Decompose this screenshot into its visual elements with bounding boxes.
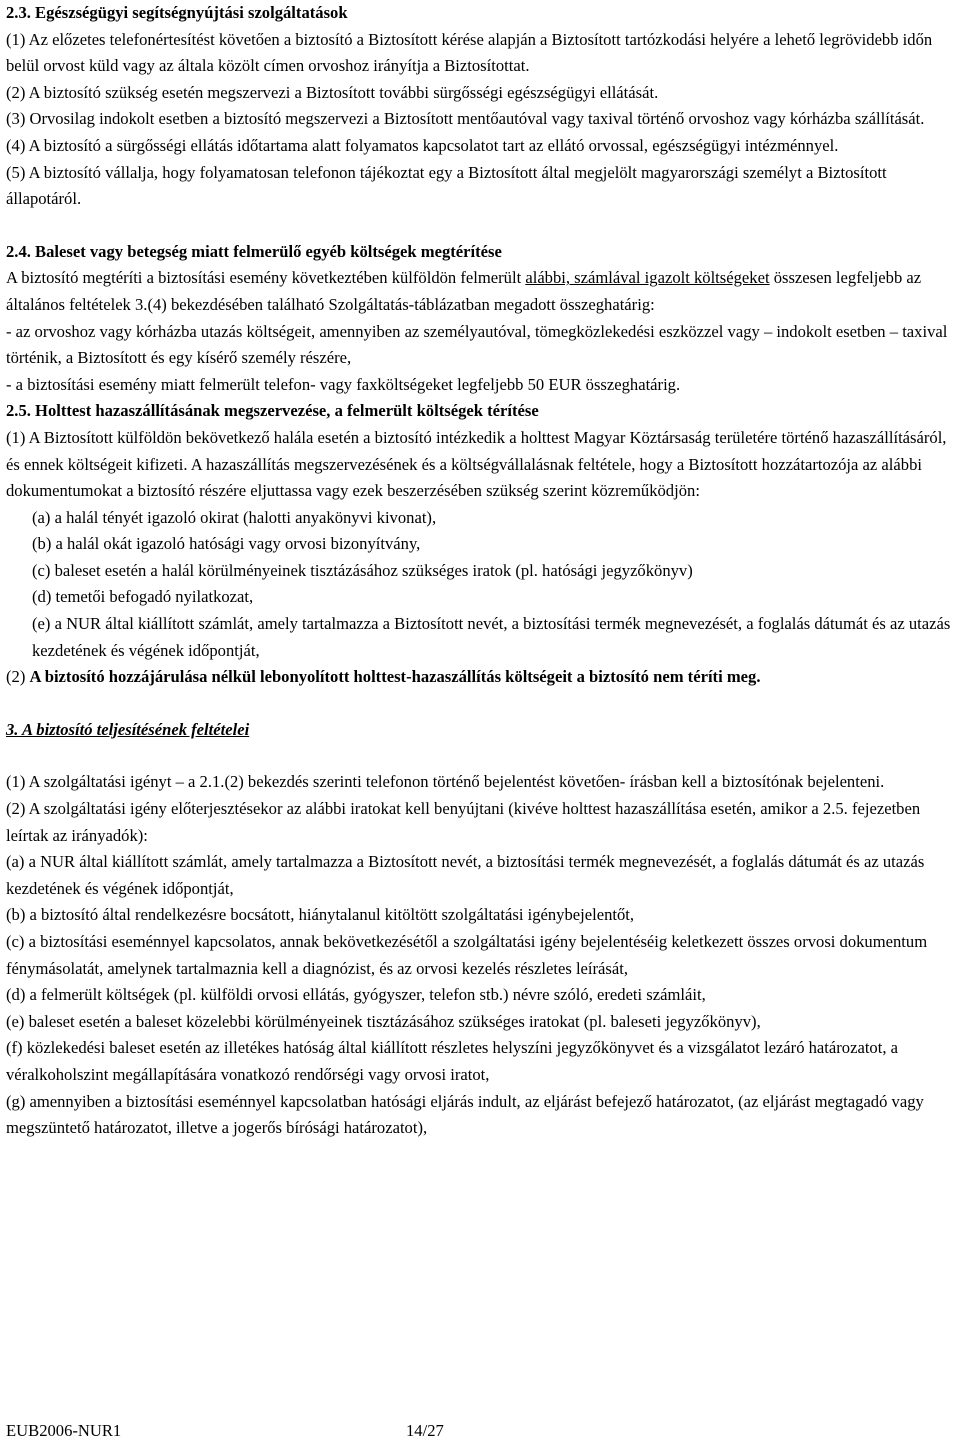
footer-document-id: EUB2006-NUR1: [6, 1421, 122, 1440]
section-3-title-text: 3. A biztosító teljesítésének feltételei: [6, 719, 250, 739]
section-2-3-paragraph-1: (1) Az előzetes telefonértesítést követően a biztosító a Biztosított kérése alapján a Biztosított tartózkodási helyére a lehető legrövidebb időn belül orvost küld vagy az általa közölt címen orvoshoz irányítja a Biztosítottat.: [6, 29, 933, 76]
list-item: (e) a NUR által kiállított számlát, amely tartalmazza a Biztosított nevét, a biztosítási termék megnevezését, a foglalás dátumát és az utazás kezdetének és végének időpontját,: [32, 614, 951, 660]
section-2-4-item-2: - a biztosítási esemény miatt felmerült telefon- vagy faxköltségeket legfeljebb 50 EUR összeghatárig.: [6, 374, 681, 394]
list-item: (a) a halál tényét igazoló okirat (halotti anyakönyvi kivonat),: [32, 507, 437, 527]
section-2-5-paragraph-2: [6, 664, 958, 691]
intro-text-b: összesen legfeljebb az általános feltételek 3.(4) bekezdésében található Szolgáltatás-táblázatban megadott összeghatárig:: [6, 268, 922, 314]
section-3-paragraph-2: (2) A szolgáltatási igény előterjesztésekor az alábbi iratokat kell benyújtani (kivéve holttest hazaszállítása esetén, amikor a 2.5. fejezetben leírtak az irányadók):: [6, 799, 921, 845]
paragraph-prefix: (2): [6, 667, 30, 687]
list-item: (g) amennyiben a biztosítási eseménnyel kapcsolatban hatósági eljárás indult, az eljárást befejező határozatot, (az eljárást megtagadó vagy megszüntető határozatot, illetve a jogerős bírósági határozatot),: [6, 1091, 924, 1138]
section-2-3-title: 2.3. Egészségügyi segítségnyújtási szolgáltatások: [6, 3, 348, 22]
page-footer: [6, 1420, 444, 1442]
list-item: (c) baleset esetén a halál körülményeinek tisztázásához szükséges iratok (pl. hatósági jegyzőkönyv): [32, 560, 693, 580]
document-page: [6, 0, 958, 1142]
list-item: (b) a biztosító által rendelkezésre bocsátott, hiánytalanul kitöltött szolgáltatási igénybejelentőt,: [6, 905, 635, 925]
section-3-paragraph-1: (1) A szolgáltatási igényt – a 2.1.(2) bekezdés szerinti telefonon történő bejelentést követően- írásban kell a biztosítónak bejelenteni.: [6, 772, 885, 792]
section-3-title: [6, 717, 958, 744]
section-2-4-item-1: - az orvoshoz vagy kórházba utazás költségeit, amennyiben az személyautóval, tömegközlekedési eszközzel vagy – indokolt esetben – taxival történik, a Biztosított és egy kísérő személy részére,: [6, 321, 948, 368]
spacer: [6, 691, 958, 717]
section-2-5-title: 2.5. Holttest hazaszállításának megszervezése, a felmerült költségek térítése: [6, 401, 539, 421]
list-item: (a) a NUR által kiállított számlát, amely tartalmazza a Biztosított nevét, a biztosítási termék megnevezését, a foglalás dátumát és az utazás kezdetének és végének időpontját,: [6, 852, 925, 898]
list-item: (f) közlekedési baleset esetén az illetékes hatóság által kiállított részletes helyszíni jegyzőkönyvet és a vizsgálatot lezáró határozatot, a véralkoholszint megállapítására vonatkozó rendőrségi vagy orvosi iratot,: [6, 1038, 899, 1084]
list-item: (e) baleset esetén a baleset közelebbi körülményeinek tisztázásához szükséges iratokat (pl. baleseti jegyzőkönyv),: [6, 1011, 761, 1031]
section-2-4-intro: [6, 265, 958, 318]
section-2-5-paragraph-1: (1) A Biztosított külföldön bekövetkező halála esetén a biztosító intézkedik a holttest Magyar Köztársaság területére történő hazaszállításáról, és ennek költségeit kifizeti. A hazaszállítás megszervezésének és a költségvállalásnak feltétele, hogy a Biztosított hozzátartozója az alábbi dokumentumokat a biztosító részére eljuttassa vagy ezek beszerzésében szükség szerint közreműködjön:: [6, 427, 947, 501]
intro-underlined-text: alábbi, számlával igazolt költségeket: [525, 268, 770, 288]
section-2-3-paragraph-2: (2) A biztosító szükség esetén megszervezi a Biztosított további sürgősségi egészségügyi ellátását.: [6, 82, 659, 102]
section-2-3-paragraph-5: (5) A biztosító vállalja, hogy folyamatosan telefonon tájékoztat egy a Biztosított által megjelölt magyarországi személyt a Biztosított állapotáról.: [6, 162, 887, 209]
intro-text-a: A biztosító megtéríti a biztosítási esemény következtében külföldön felmerült: [6, 268, 526, 288]
section-2-3-paragraph-4: (4) A biztosító a sürgősségi ellátás időtartama alatt folyamatos kapcsolatot tart az ellátó orvossal, egészségügyi intézménnyel.: [6, 135, 839, 155]
spacer: [6, 743, 958, 769]
list-item: (c) a biztosítási eseménnyel kapcsolatos, annak bekövetkezésétől a szolgáltatási igény bejelentéséig keletkezett összes orvosi dokumentum fénymásolatát, amelynek tartalmaznia kell a diagnózist, és az orvosi kezelés részletes leírását,: [6, 932, 928, 978]
list-item: (d) a felmerült költségek (pl. külföldi orvosi ellátás, gyógyszer, telefon stb.) névre szóló, eredeti számláit,: [6, 985, 706, 1005]
section-2-5-list: [6, 505, 958, 665]
section-2-4-title: 2.4. Baleset vagy betegség miatt felmerülő egyéb költségek megtérítése: [6, 241, 502, 261]
section-2-3-paragraph-3: (3) Orvosilag indokolt esetben a biztosító megszervezi a Biztosított mentőautóval vagy taxival történő orvoshoz vagy kórházba szállítását.: [6, 109, 925, 129]
bold-statement: A biztosító hozzájárulása nélkül lebonyolított holttest-hazaszállítás költségeit a biztosító nem téríti meg.: [29, 667, 761, 687]
list-item: (d) temetői befogadó nyilatkozat,: [32, 587, 254, 607]
spacer: [6, 213, 958, 239]
footer-page-number: 14/27: [406, 1421, 444, 1440]
list-item: (b) a halál okát igazoló hatósági vagy orvosi bizonyítvány,: [32, 534, 421, 554]
